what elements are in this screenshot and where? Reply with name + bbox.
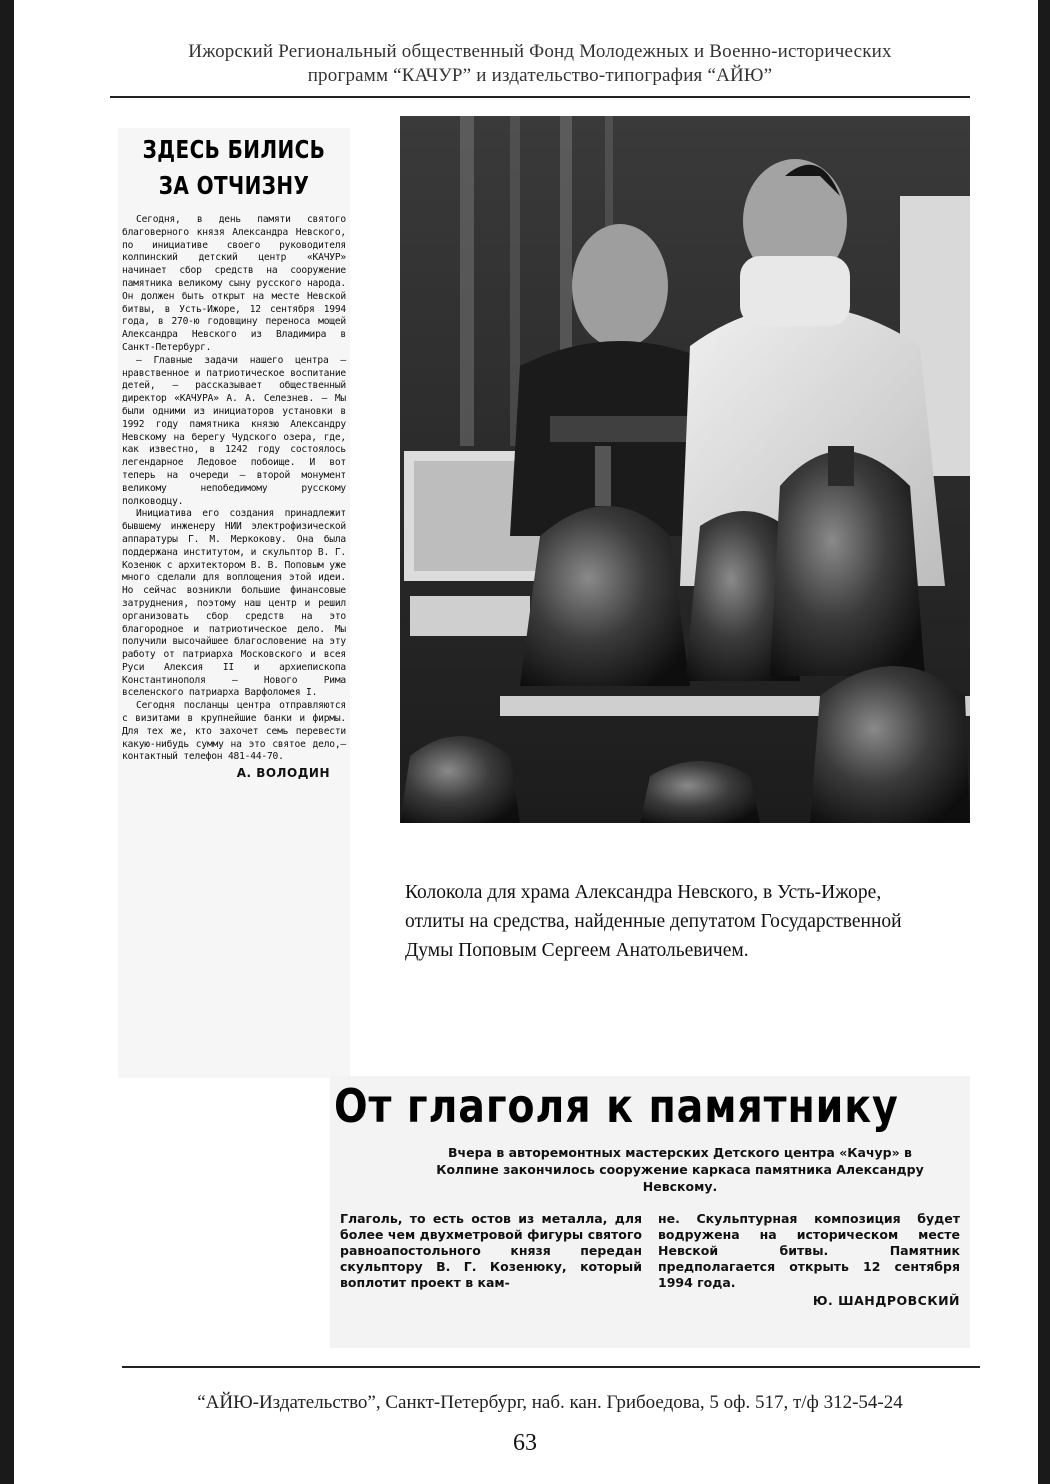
photo-bells [400,116,970,823]
newspaper-clipping-left [118,128,350,1078]
clipping-bottom-author: Ю. ШАНДРОВСКИЙ [812,1293,960,1308]
clipping-bottom-lead: Вчера в авторемонтных мастерских Детского центра «Качур» в Колпине закончилось сооружение каркаса памятника Александру Невскому. [436,1145,924,1194]
clipping-headline-line-2: ЗА ОТЧИЗНУ [158,171,310,200]
clipping-bottom-columns [340,1211,960,1309]
footer-divider [122,1366,980,1368]
clipping-paragraph: Сегодня посланцы центра отправляются с визитами в крупнейшие банки и фирмы. Для тех же, кто захочет семь перевести какую-нибудь сумму на это святое дело,— контактный телефон 481-44-70. [122,700,346,763]
scan-edge-left [0,0,14,1484]
clipping-body [122,214,346,764]
clipping-paragraph: — Главные задачи нашего центра — нравственное и патриотическое воспитание детей, — рассказывает общественный директор «КАЧУРА» А. А. Селезнев. — Мы были одними из инициаторов установки в 1992 году памятника князю Александру Невскому на берегу Чудского озера, где, как известно, в 1242 году состоялось легендарное Ледовое побоище. И вот теперь на очереди — второй монумент великому непобедимому русскому полководцу. [122,354,346,507]
clipping-headline [141,132,327,204]
clipping-bottom-text: Глаголь, то есть остов из металла, для более чем двухметровой фигуры святого равноапостольного князя передан скульптору В. Г. Козенюку, который воплотит проект в кам- [340,1211,642,1290]
scan-edge-right [1038,0,1050,1484]
caption-line-3: Думы Поповым Сергеем Анатольевичем. [405,940,749,961]
header-divider [110,96,970,98]
photo-illustration [400,116,970,823]
clipping-bottom-text: не. Скульптурная композиция будет водружена на историческом месте Невской битвы. Памятник предполагается открыть 12 сентября 1994 года. [658,1211,960,1290]
newspaper-clipping-bottom [330,1076,970,1348]
clipping-author: А. ВОЛОДИН [236,766,330,781]
clipping-headline-line-1: ЗДЕСЬ БИЛИСЬ [142,135,326,164]
caption-line-1: Колокола для храма Александра Невского, в Усть-Ижоре, [405,882,882,903]
clipping-bottom-headline: От глаголя к памятнику [334,1079,899,1133]
clipping-bottom-column-1 [340,1211,642,1309]
page-footer: “АЙЮ-Издательство”, Санкт-Петербург, наб. кан. Грибоедова, 5 оф. 517, т/ф 312-54-24 [197,1392,903,1413]
header-line-1: Ижорский Региональный общественный Фонд Молодежных и Военно-исторических [188,41,892,62]
page-header [110,40,970,88]
page-number: 63 [513,1430,537,1456]
clipping-paragraph: Инициатива его создания принадлежит бывшему инженеру НИИ электрофизической аппаратуры Г. М. Меркокову. Она была поддержана институтом, и скульптор В. Г. Козенюк с архитектором В. В. Поповым уже много сделали для воплощения этой идеи. Но сейчас возникли большие финансовые затруднения, поэтому наш центр и решил организовать сбор средств на это благородное и патриотическое дело. Мы получили высочайшее благословение на эту работу от патриарха Московского и всея Руси Алексия II и архиепископа Константинополя — Нового Рима вселенского патриарха Варфоломея I. [122,508,346,699]
photo-caption [405,878,970,965]
clipping-paragraph: Сегодня, в день памяти святого благоверного князя Александра Невского, по инициативе своего руководителя колпинский детский центр «КАЧУР» начинает сбор средств на сооружение памятника великому сыну русского народа. Он должен быть открыт на месте Невской битвы, в Усть-Ижоре, 12 сентября 1994 года, в 270-ю годовщину переноса мощей Александра Невского из Владимира в Санкт-Петербург. [122,214,346,353]
header-line-2: программ “КАЧУР” и издательство-типография “АЙЮ” [307,65,773,86]
clipping-bottom-column-2 [658,1211,960,1309]
caption-line-2: отлиты на средства, найденные депутатом Государственной [405,911,902,932]
